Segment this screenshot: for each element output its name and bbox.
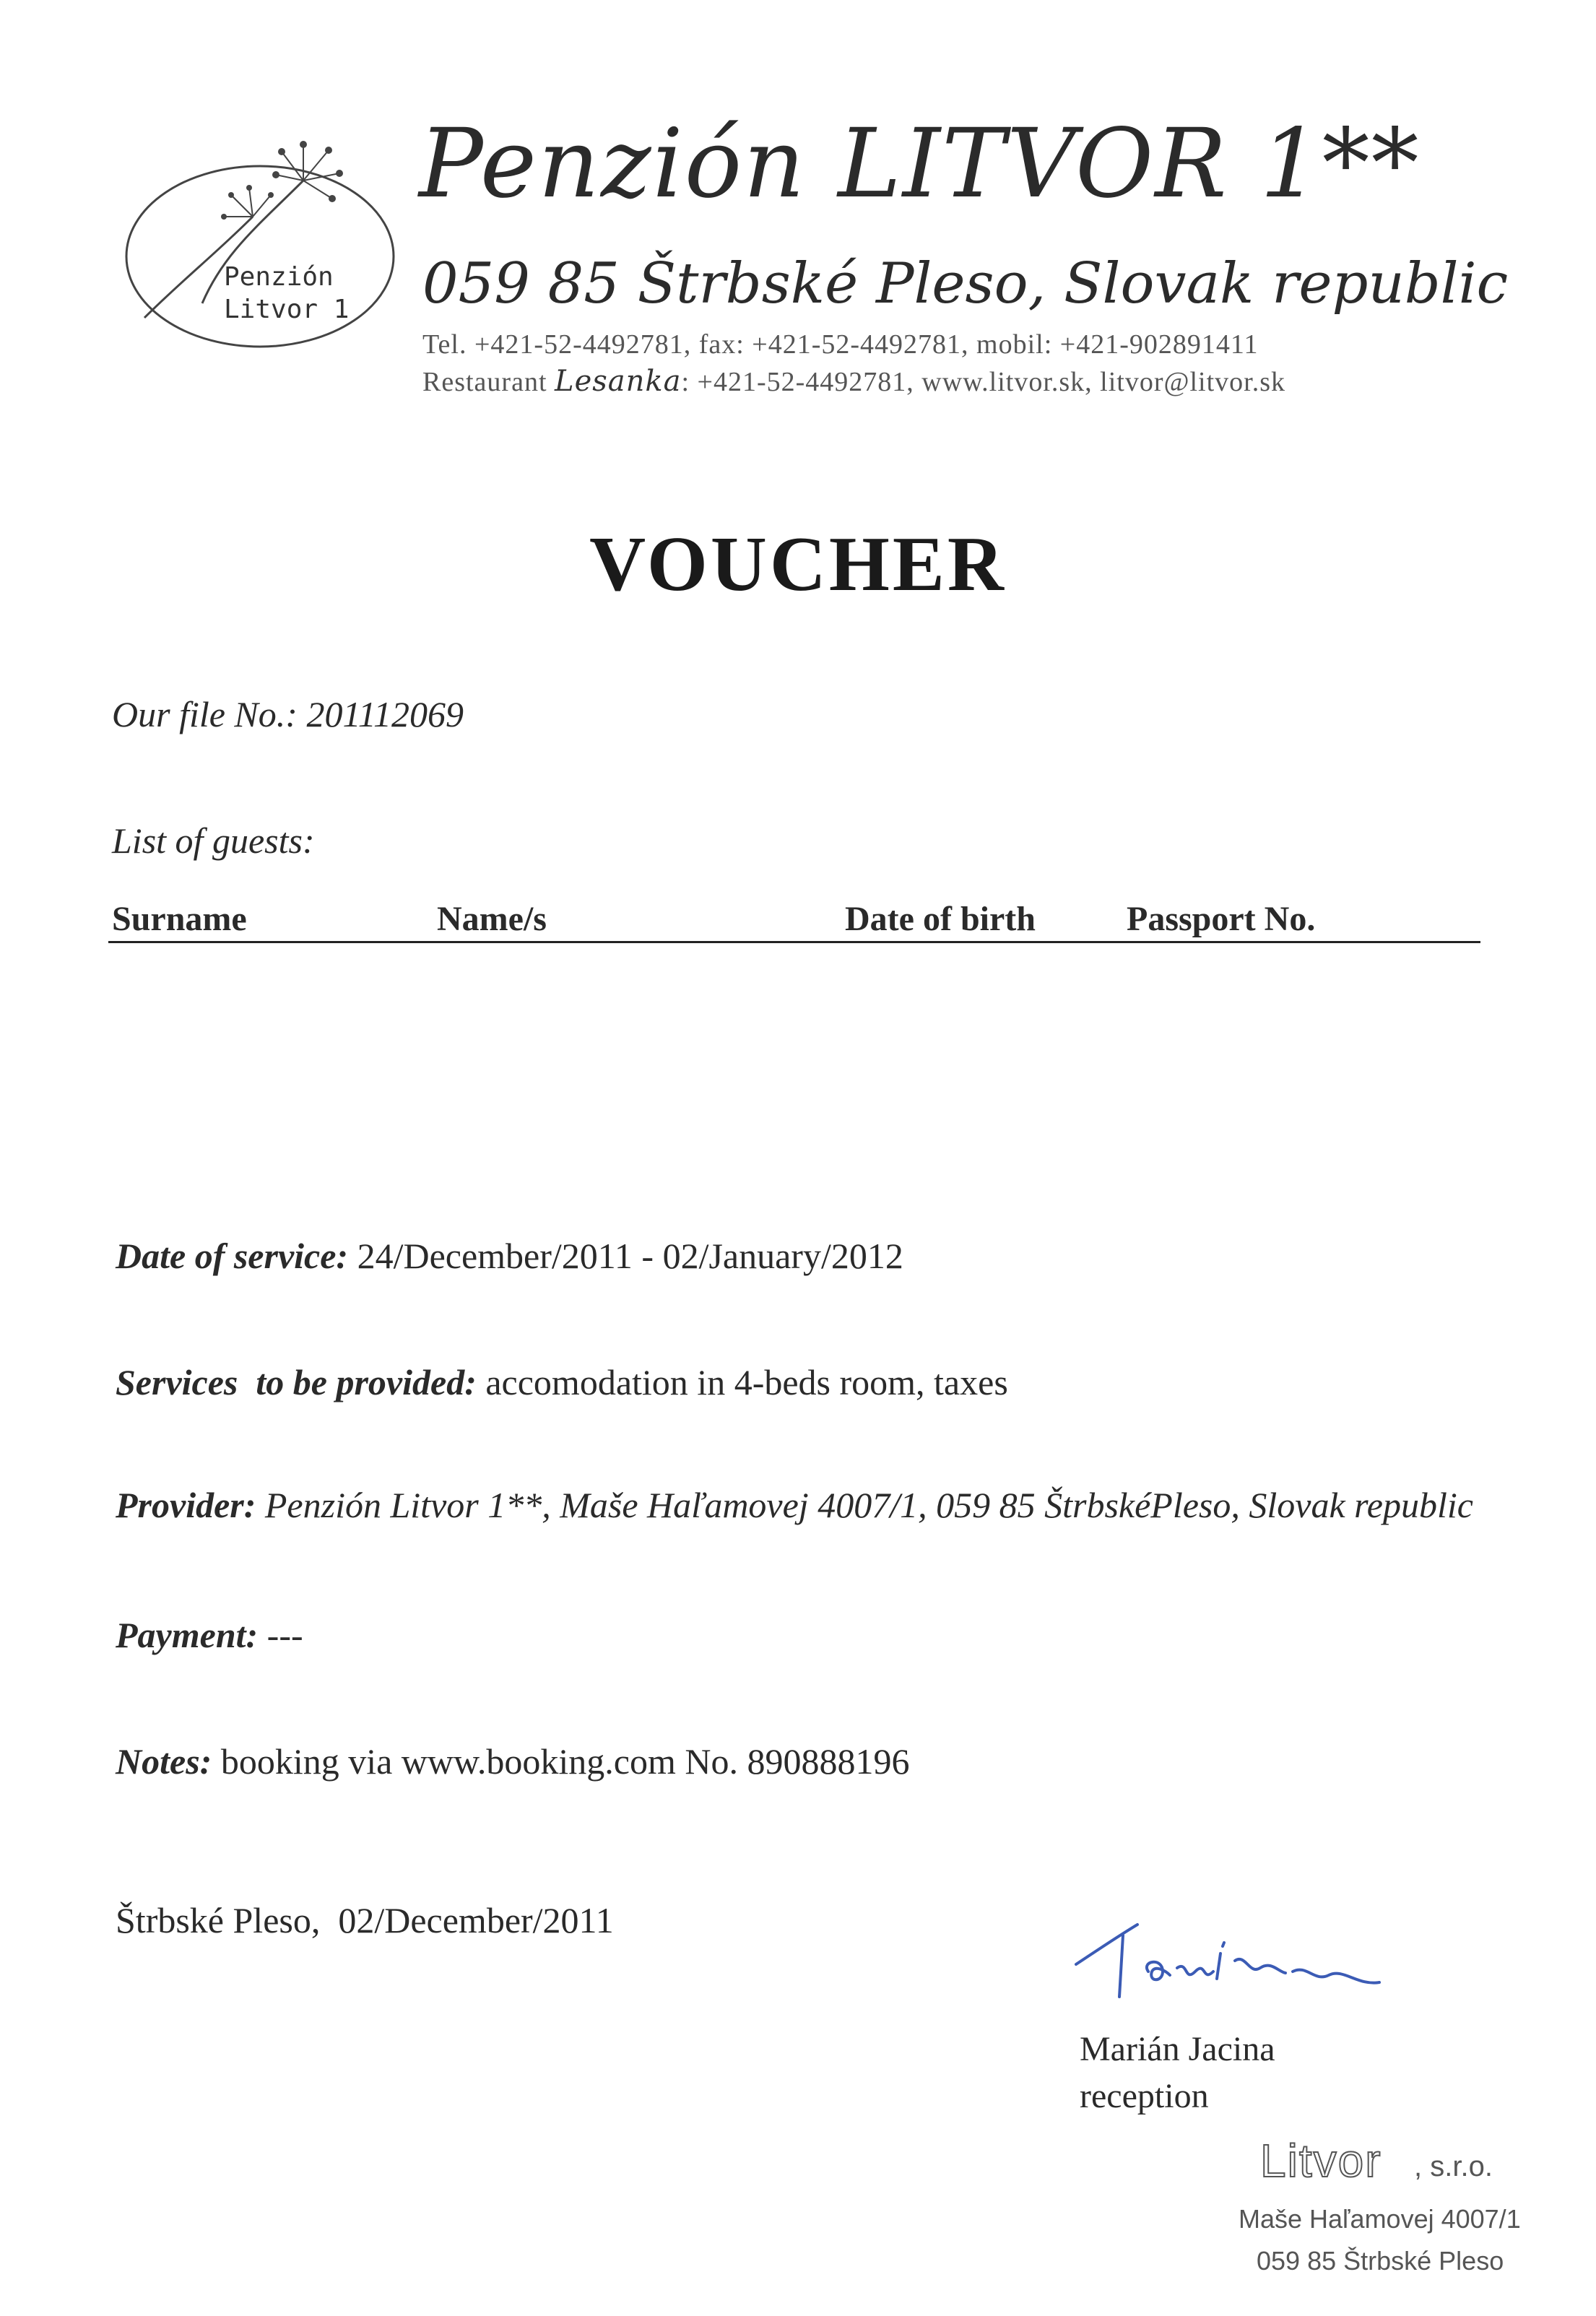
service-date-value: 24/December/2011 - 02/January/2012 <box>357 1236 903 1276</box>
service-date-label: Date of service: <box>116 1236 349 1276</box>
file-number-value: 201112069 <box>306 694 464 734</box>
hotel-name: Penzión LITVOR 1** <box>419 108 1421 220</box>
services-value: accomodation in 4-beds room, taxes <box>485 1362 1008 1402</box>
file-number-label: Our file No.: <box>112 694 298 734</box>
hotel-logo <box>116 137 397 354</box>
guest-list-label: List of guests: <box>112 820 315 861</box>
stamp-city-line: 059 85 Štrbské Pleso <box>1257 2246 1504 2276</box>
contact-line: Tel. +421-52-4492781, fax: +421-52-4492781, mobil: +421-902891411 <box>422 329 1259 360</box>
payment-label: Payment: <box>116 1615 259 1655</box>
notes-value: booking via www.booking.com No. 890888196 <box>220 1741 910 1782</box>
services-row <box>116 1361 1008 1403</box>
services-label: Services to be provided: <box>116 1362 477 1402</box>
handwritten-signature <box>1069 1921 1387 2000</box>
logo-text-line2: Litvor 1 <box>224 295 350 324</box>
table-header-rule <box>108 941 1480 943</box>
column-header-surname: Surname <box>112 900 247 938</box>
provider-value: Penzión Litvor 1**, Maše Haľamovej 4007/1, 059 85 ŠtrbskéPleso, Slovak republic <box>264 1485 1473 1525</box>
provider-label: Provider: <box>116 1485 256 1525</box>
notes-label: Notes: <box>116 1741 212 1782</box>
payment-value: --- <box>266 1615 303 1655</box>
column-header-date-of-birth: Date of birth <box>845 900 1036 938</box>
signer-role: reception <box>1080 2077 1209 2115</box>
document-title: VOUCHER <box>589 521 1007 607</box>
restaurant-details: : +421-52-4492781, www.litvor.sk, litvor@litvor.sk <box>681 367 1285 397</box>
place-and-date: Štrbské Pleso, 02/December/2011 <box>116 1900 614 1940</box>
signer-name: Marián Jacina <box>1080 2030 1275 2068</box>
payment-row <box>116 1614 303 1656</box>
notes-row <box>116 1740 909 1782</box>
restaurant-contact-line <box>422 365 1285 398</box>
stamp-address-line: Maše Haľamovej 4007/1 <box>1239 2204 1521 2234</box>
provider-row <box>116 1484 1473 1526</box>
column-header-passport: Passport No. <box>1127 900 1316 938</box>
service-date-row <box>116 1235 903 1277</box>
file-number-row <box>112 693 464 735</box>
column-header-names: Name/s <box>437 900 547 938</box>
hotel-address: 059 85 Štrbské Pleso, Slovak republic <box>422 251 1509 316</box>
restaurant-name: Lesanka <box>555 365 682 398</box>
stamp-brand: Litvor <box>1260 2135 1382 2187</box>
restaurant-prefix: Restaurant <box>422 367 547 397</box>
stamp-suffix: , s.r.o. <box>1414 2151 1493 2182</box>
logo-text-line1: Penzión <box>224 262 334 292</box>
